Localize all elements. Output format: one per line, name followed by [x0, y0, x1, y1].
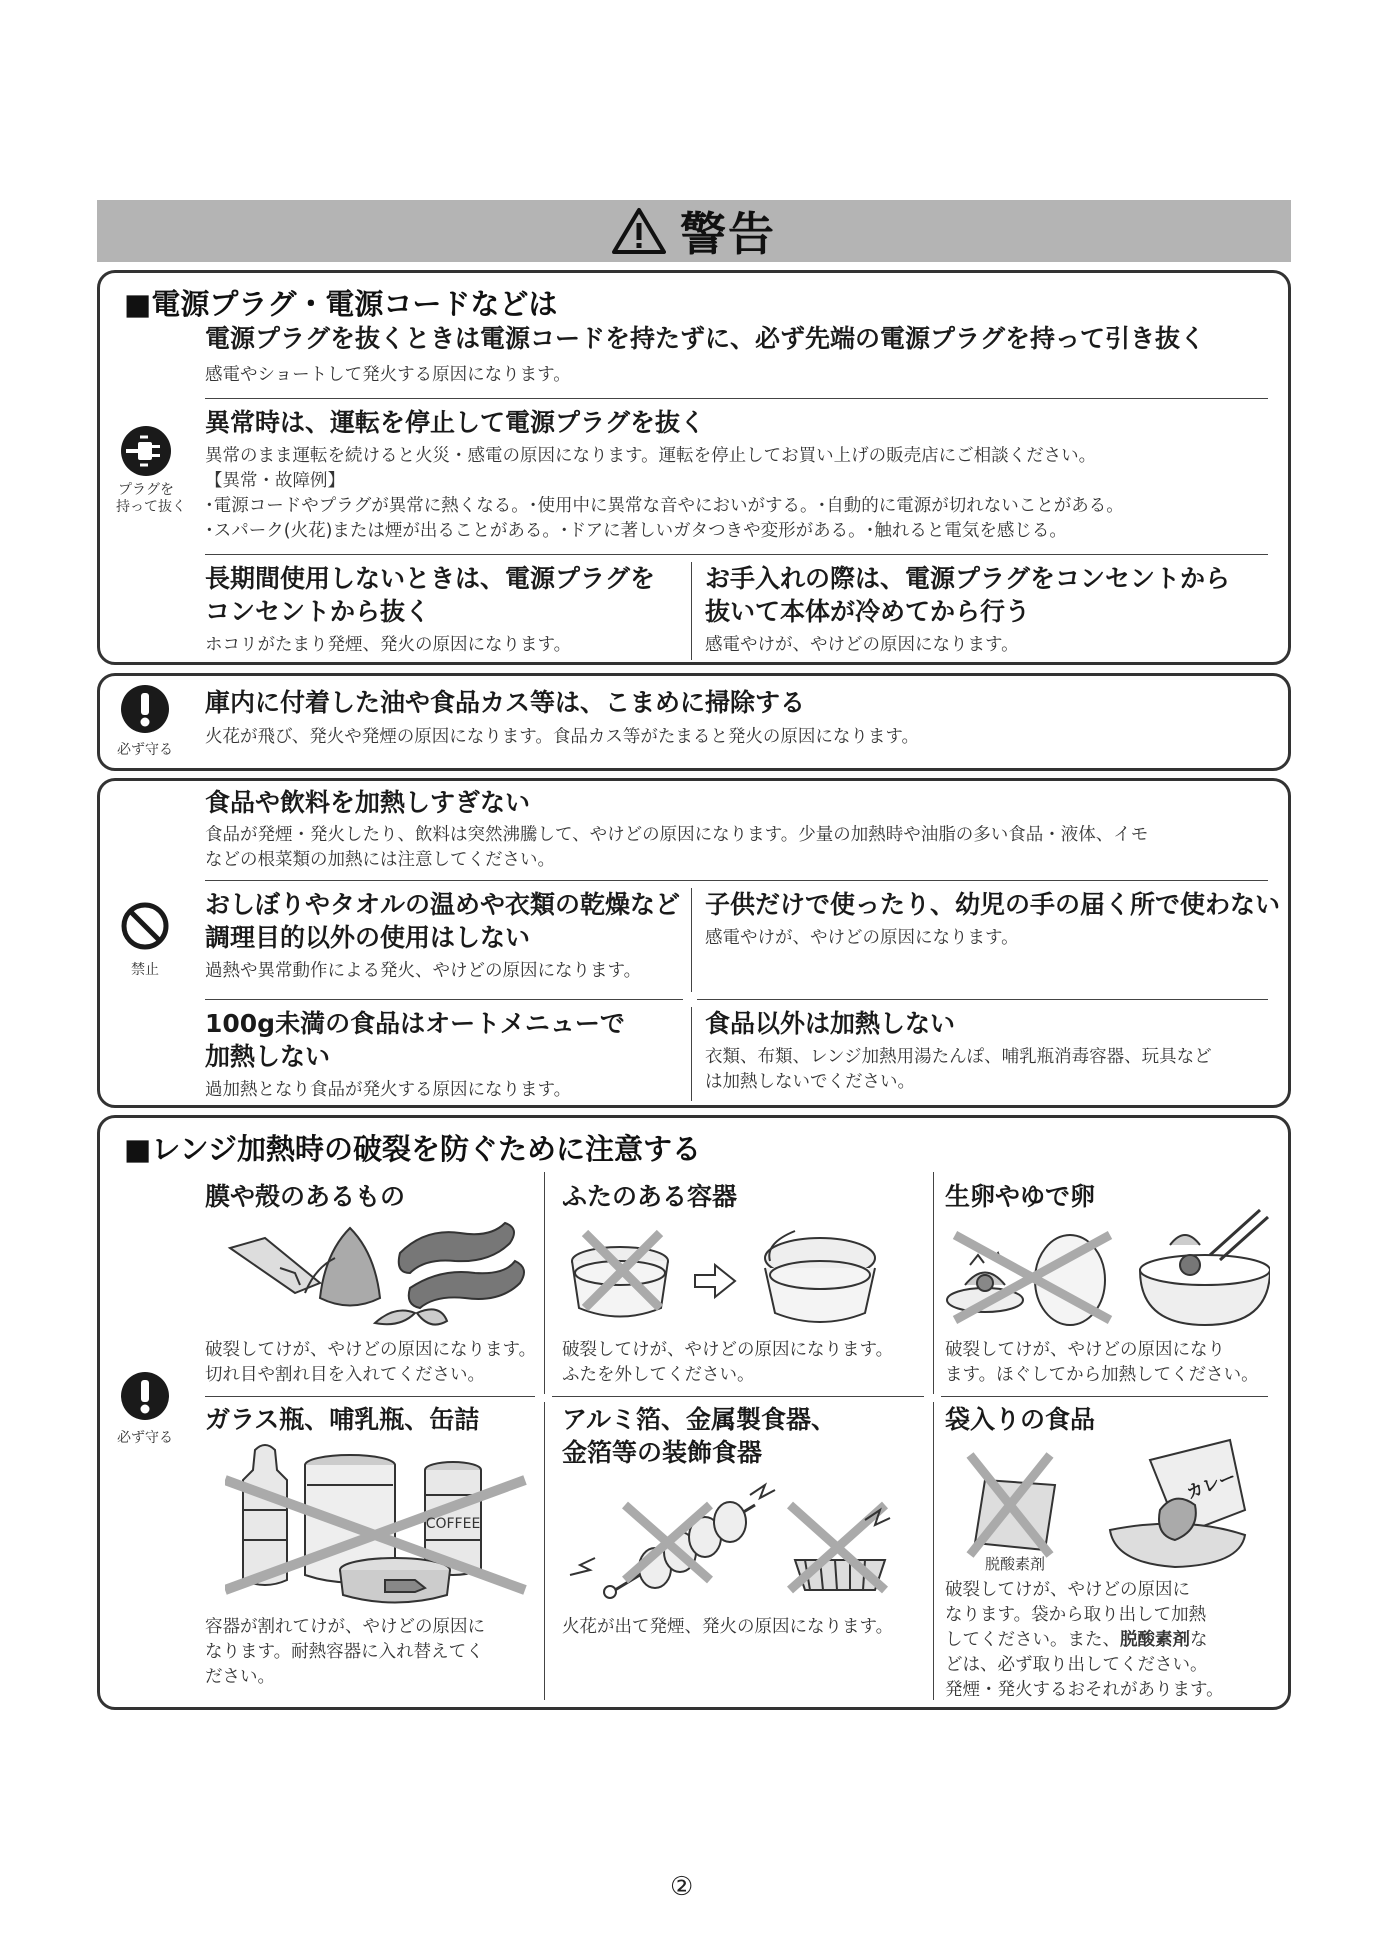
- burst-cell1-text2: 切れ目や割れ目を入れてください。: [205, 1365, 485, 1385]
- burst-cell3-text2: ます。ほぐしてから加熱してください。: [945, 1365, 1259, 1385]
- warning-title: 警告: [680, 207, 776, 261]
- burst-cell4-text2: なります。耐熱容器に入れ替えてく: [205, 1642, 484, 1662]
- burst-cell4-text1: 容器が割れてけが、やけどの原因に: [205, 1617, 485, 1637]
- divider: [933, 1172, 934, 1394]
- burst-cell3-text1: 破裂してけが、やけどの原因になり: [945, 1340, 1225, 1360]
- burst-cell6-text4: どは、必ず取り出してください。: [945, 1655, 1208, 1675]
- divider: [205, 1396, 535, 1397]
- burst-cell6-heading: 袋入りの食品: [945, 1405, 1096, 1434]
- curry-bag-label: カレー: [1183, 1467, 1239, 1504]
- power-item2-text3: ･電源コードやプラグが異常に熱くなる。･使用中に異常な音やにおいがする。･自動的に電源が切れないことがある。: [205, 496, 1124, 516]
- burst-cell3-heading: 生卵やゆで卵: [945, 1182, 1096, 1211]
- divider: [205, 880, 1268, 881]
- power-item3-heading-2: コンセントから抜く: [205, 597, 431, 626]
- divider: [552, 1396, 924, 1397]
- power-item4-heading-1: お手入れの際は、電源プラグをコンセントから: [705, 564, 1231, 593]
- unplug-caption-1: プラグを: [118, 482, 174, 498]
- clean-heading: 庫内に付着した油や食品カス等は、こまめに掃除する: [205, 688, 806, 717]
- divider: [691, 1007, 692, 1101]
- prohibit-item1-text2: などの根菜類の加熱には注意してください。: [205, 850, 555, 870]
- unplug-icon: [120, 425, 172, 477]
- burst-cell5-heading-1: アルミ箔、金属製食器、: [562, 1405, 837, 1434]
- divider: [544, 1172, 545, 1394]
- egg-illustration: [940, 1205, 1270, 1330]
- prohibit-item1-text1: 食品が発煙・発火したり、飲料は突然沸騰して、やけどの原因になります。少量の加熱時や油脂の多い食品・液体、イモ: [205, 825, 1149, 845]
- power-item2-text2: 【異常・故障例】: [205, 471, 345, 491]
- burst-section-title: ■レンジ加熱時の破裂を防ぐために注意する: [124, 1132, 701, 1166]
- burst-cell2-heading: ふたのある容器: [562, 1182, 738, 1211]
- divider: [691, 562, 692, 660]
- warning-triangle-icon: [612, 207, 666, 255]
- burst-cell6-text1: 破裂してけが、やけどの原因に: [945, 1580, 1190, 1600]
- divider: [205, 398, 1268, 399]
- burst-cell4-heading: ガラス瓶、哺乳瓶、缶詰: [205, 1405, 480, 1434]
- prohibit-item5-text2: は加熱しないでください。: [705, 1072, 915, 1092]
- burst-cell2-text2: ふたを外してください。: [562, 1365, 755, 1385]
- power-item4-heading-2: 抜いて本体が冷めてから行う: [705, 597, 1031, 626]
- divider: [205, 999, 683, 1000]
- warning-header-bar: [97, 200, 1291, 262]
- divider: [544, 1402, 545, 1700]
- exclamation-icon: [120, 684, 170, 734]
- prohibit-item3-text: 感電やけが、やけどの原因になります。: [705, 928, 1019, 948]
- prohibit-item1-heading: 食品や飲料を加熱しすぎない: [205, 788, 531, 817]
- burst-cell4-text3: ださい。: [205, 1667, 275, 1687]
- power-section-title: ■電源プラグ・電源コードなどは: [124, 287, 558, 321]
- power-item2-text4: ･スパーク(火花)または煙が出ることがある。･ドアに著しいガタつきや変形がある。･触れると電気を感じる。: [205, 521, 1067, 541]
- prohibit-item4-heading-1: 100g未満の食品はオートメニューで: [205, 1009, 625, 1038]
- exclamation-icon: [120, 1371, 170, 1421]
- burst-cell6-text3b: 脱酸素剤: [1120, 1630, 1190, 1650]
- oxygen-absorber-label: 脱酸素剤: [985, 1555, 1046, 1573]
- burst-cell6-text2: なります。袋から取り出して加熱: [945, 1605, 1207, 1625]
- power-item3-text: ホコリがたまり発煙、発火の原因になります。: [205, 635, 572, 655]
- unplug-caption-2: 持って抜く: [116, 499, 186, 515]
- burst-cell6-text5: 発煙・発火するおそれがあります。: [945, 1680, 1224, 1700]
- prohibit-item2-heading-2: 調理目的以外の使用はしない: [205, 923, 531, 952]
- power-item3-heading-1: 長期間使用しないときは、電源プラグを: [205, 564, 656, 593]
- divider: [933, 1402, 934, 1700]
- prohibit-item4-heading-2: 加熱しない: [205, 1042, 331, 1071]
- burst-cell6-text3: [945, 1628, 1208, 1653]
- burst-cell5-heading-2: 金箔等の装飾食器: [562, 1438, 763, 1467]
- prohibit-item5-heading: 食品以外は加熱しない: [705, 1009, 956, 1038]
- burst-cell6-text3a: してください。また、: [945, 1630, 1120, 1650]
- foil-skewer-illustration: [565, 1480, 895, 1605]
- exclamation-caption: 必ず守る: [117, 1430, 173, 1446]
- divider: [697, 999, 1268, 1000]
- power-item2-text1: 異常のまま運転を続けると火災・感電の原因になります。運転を停止してお買い上げの販売店にご相談ください。: [205, 446, 1097, 466]
- burst-cell1-heading: 膜や殻のあるもの: [205, 1182, 406, 1211]
- prohibit-item3-heading: 子供だけで使ったり、幼児の手の届く所で使わない: [705, 890, 1281, 919]
- burst-cell5-text: 火花が出て発煙、発火の原因になります。: [562, 1617, 894, 1637]
- prohibited-caption: 禁止: [131, 962, 159, 978]
- prohibited-icon: [120, 901, 170, 951]
- exclamation-caption: 必ず守る: [117, 742, 173, 758]
- prohibit-item2-heading-1: おしぼりやタオルの温めや衣類の乾燥など: [205, 890, 681, 919]
- divider: [941, 1396, 1268, 1397]
- lidded-container-illustration: [565, 1213, 895, 1333]
- coffee-can-label: COFFEE: [425, 1516, 481, 1532]
- page-number: ②: [670, 1872, 694, 1902]
- divider: [205, 554, 1268, 555]
- power-item4-text: 感電やけが、やけどの原因になります。: [705, 635, 1019, 655]
- burst-cell6-text3c: な: [1190, 1630, 1208, 1650]
- bottles-cans-illustration: [225, 1440, 535, 1610]
- power-item1-text: 感電やショートして発火する原因になります。: [205, 365, 571, 385]
- divider: [691, 888, 692, 992]
- burst-cell1-text1: 破裂してけが、やけどの原因になります。: [205, 1340, 537, 1360]
- power-item1-heading: 電源プラグを抜くときは電源コードを持たずに、必ず先端の電源プラグを持って引き抜く: [205, 324, 1206, 353]
- power-item2-heading: 異常時は、運転を停止して電源プラグを抜く: [205, 408, 706, 437]
- burst-cell2-text1: 破裂してけが、やけどの原因になります。: [562, 1340, 894, 1360]
- prohibit-item2-text: 過熱や異常動作による発火、やけどの原因になります。: [205, 961, 642, 981]
- prohibit-item4-text: 過加熱となり食品が発火する原因になります。: [205, 1080, 572, 1100]
- clean-text: 火花が飛び、発火や発煙の原因になります。食品カス等がたまると発火の原因になります。: [205, 727, 919, 747]
- chestnut-sausage-illustration: [225, 1213, 535, 1333]
- prohibit-item5-text1: 衣類、布類、レンジ加熱用湯たんぽ、哺乳瓶消毒容器、玩具など: [705, 1047, 1212, 1067]
